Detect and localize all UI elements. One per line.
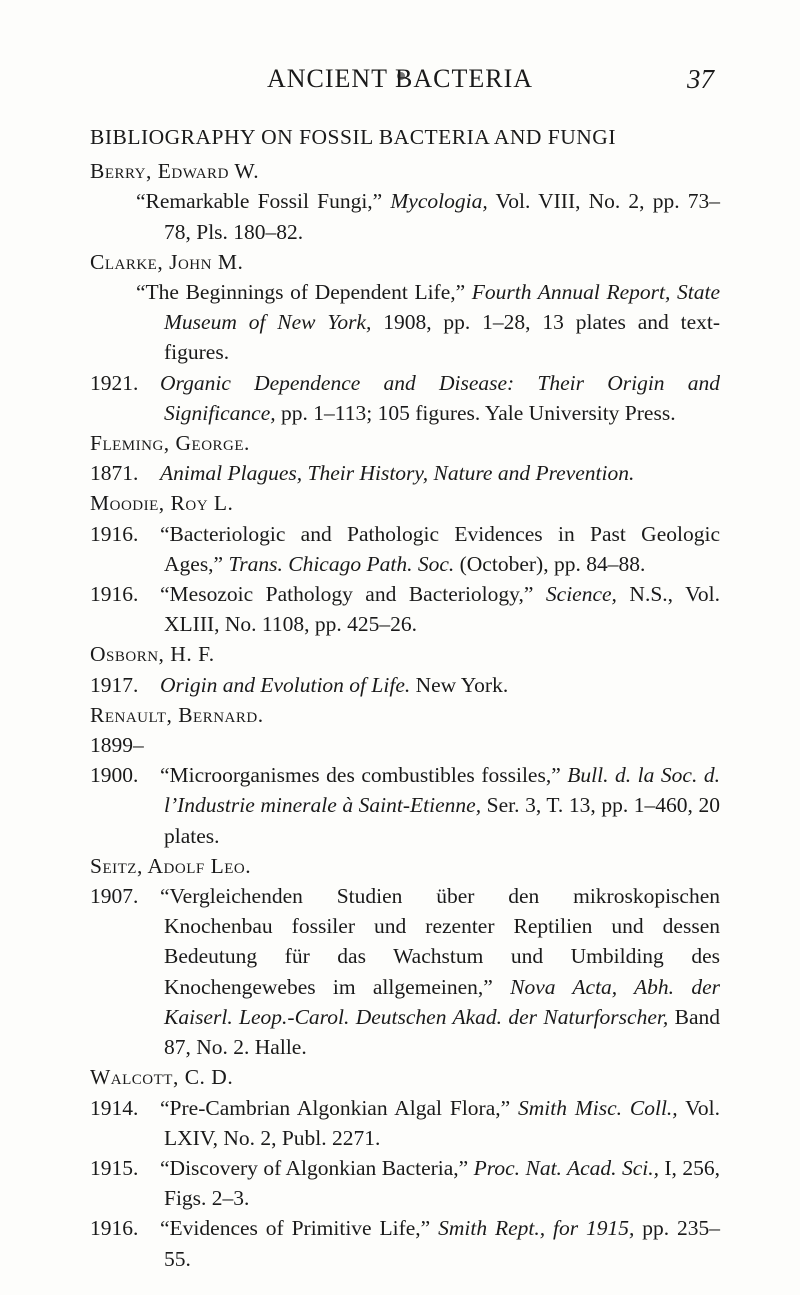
work-year: 1921.: [90, 370, 139, 395]
work-source: Animal Plagues, Their History, Nature and Prevention.: [160, 461, 635, 486]
entry-work: [90, 277, 720, 368]
work-details: N.S., Vol. XLIII, No. 1108, pp. 425–26.: [164, 582, 720, 637]
work-title: “Pre-Cambrian Algonkian Algal Flora,”: [160, 1095, 519, 1120]
entry-work: [90, 1153, 720, 1213]
work-details: pp. 1–113; 105 figures. Yale University Press.: [275, 400, 676, 425]
entry-work: [90, 670, 720, 700]
page-header: [0, 64, 800, 104]
work-year: 1916.: [90, 582, 139, 607]
work-title: “The Beginnings of Dependent Life,”: [136, 280, 472, 305]
work-source: Organic Dependence and Disease: Their Origin and Significance,: [160, 370, 720, 425]
work-year: 1917.: [90, 672, 139, 697]
work-source: Smith Rept., for 1915,: [438, 1216, 635, 1241]
work-details: pp. 235–55.: [164, 1216, 721, 1271]
work-source: Fourth Annual Report, State Museum of New York,: [164, 280, 720, 335]
entry-work: [90, 368, 720, 428]
work-year: 1914.: [90, 1095, 139, 1120]
work-details: Vol. VIII, No. 2, pp. 73–78, Pls. 180–82.: [164, 189, 720, 244]
work-source: Origin and Evolution of Life.: [160, 672, 411, 697]
work-title: “Remarkable Fossil Fungi,”: [136, 189, 391, 214]
work-source: Bull. d. la Soc. d. l’Industrie minerale à Saint-Etienne,: [164, 763, 720, 818]
entry-work: [90, 881, 720, 1062]
entry-list: [90, 156, 720, 1274]
work-title: “Microorganismes des combustibles fossiles,”: [160, 763, 568, 788]
work-details: Band 87, No. 2. Halle.: [164, 1004, 720, 1060]
work-title: “Evidences of Primitive Life,”: [160, 1216, 439, 1241]
work-details: Ser. 3, T. 13, pp. 1–460, 20 plates.: [164, 793, 720, 848]
page-number: 37: [687, 64, 714, 94]
entry-work: [90, 579, 720, 639]
entry-author: Walcott, C. D.: [90, 1065, 234, 1090]
entry-work: [90, 1093, 720, 1153]
work-source: Nova Acta, Abh. der Kaiserl. Leop.-Carol. Deutschen Akad. der Naturforscher,: [164, 974, 720, 1029]
work-source: Trans. Chicago Path. Soc.: [228, 551, 455, 576]
work-source: Smith Misc. Coll.,: [518, 1095, 678, 1120]
entry-author: Clarke, John M.: [90, 249, 244, 274]
work-source: Mycologia,: [390, 189, 488, 214]
work-source: Science,: [545, 582, 617, 607]
work-title: “Discovery of Algonkian Bacteria,”: [160, 1155, 474, 1180]
entry-work: [90, 1213, 720, 1273]
work-title: “Mesozoic Pathology and Bacteriology,”: [160, 582, 546, 607]
work-title: “Vergleichenden Studien über den mikroskopischen Knochenbau fossiler und rezenter Reptilien und dessen Bedeutung für das Wachstum und Umbilding des Knochengewebes im allgemeinen,”: [160, 884, 720, 999]
work-details: 1908, pp. 1–28, 13 plates and text-figures.: [164, 310, 721, 365]
work-year: 1916.: [90, 1216, 139, 1241]
entry-work: [90, 519, 720, 579]
entry-author: Renault, Bernard.: [90, 702, 264, 727]
work-year: 1907.: [90, 884, 139, 909]
running-title: ANCIENT BACTERIA: [266, 64, 534, 93]
work-details: Vol. LXIV, No. 2, Publ. 2271.: [164, 1095, 720, 1150]
entry-author: Seitz, Adolf Leo.: [90, 853, 252, 878]
work-year: 1916.: [90, 521, 139, 546]
work-details: (October), pp. 84–88.: [454, 551, 646, 576]
work-year: 1915.: [90, 1155, 139, 1180]
work-source: Proc. Nat. Acad. Sci.,: [473, 1155, 659, 1180]
work-details: I, 256, Figs. 2–3.: [164, 1155, 720, 1211]
entry-work: [90, 186, 720, 246]
section-title: BIBLIOGRAPHY ON FOSSIL BACTERIA AND FUNGI: [90, 125, 616, 149]
work-year: 1899–1900.: [90, 733, 144, 788]
entry-work: [90, 730, 720, 851]
entry-author: Moodie, Roy L.: [90, 491, 234, 516]
entry-author: Berry, Edward W.: [90, 159, 260, 184]
bibliography: [90, 122, 720, 1274]
work-title: “Bacteriologic and Pathologic Evidences in Past Geologic Ages,”: [160, 521, 720, 576]
entry-author: Osborn, H. F.: [90, 642, 215, 667]
work-details: New York.: [410, 672, 509, 697]
entry-work: [90, 458, 720, 488]
work-year: 1871.: [90, 461, 139, 486]
entry-author: Fleming, George.: [90, 431, 250, 456]
